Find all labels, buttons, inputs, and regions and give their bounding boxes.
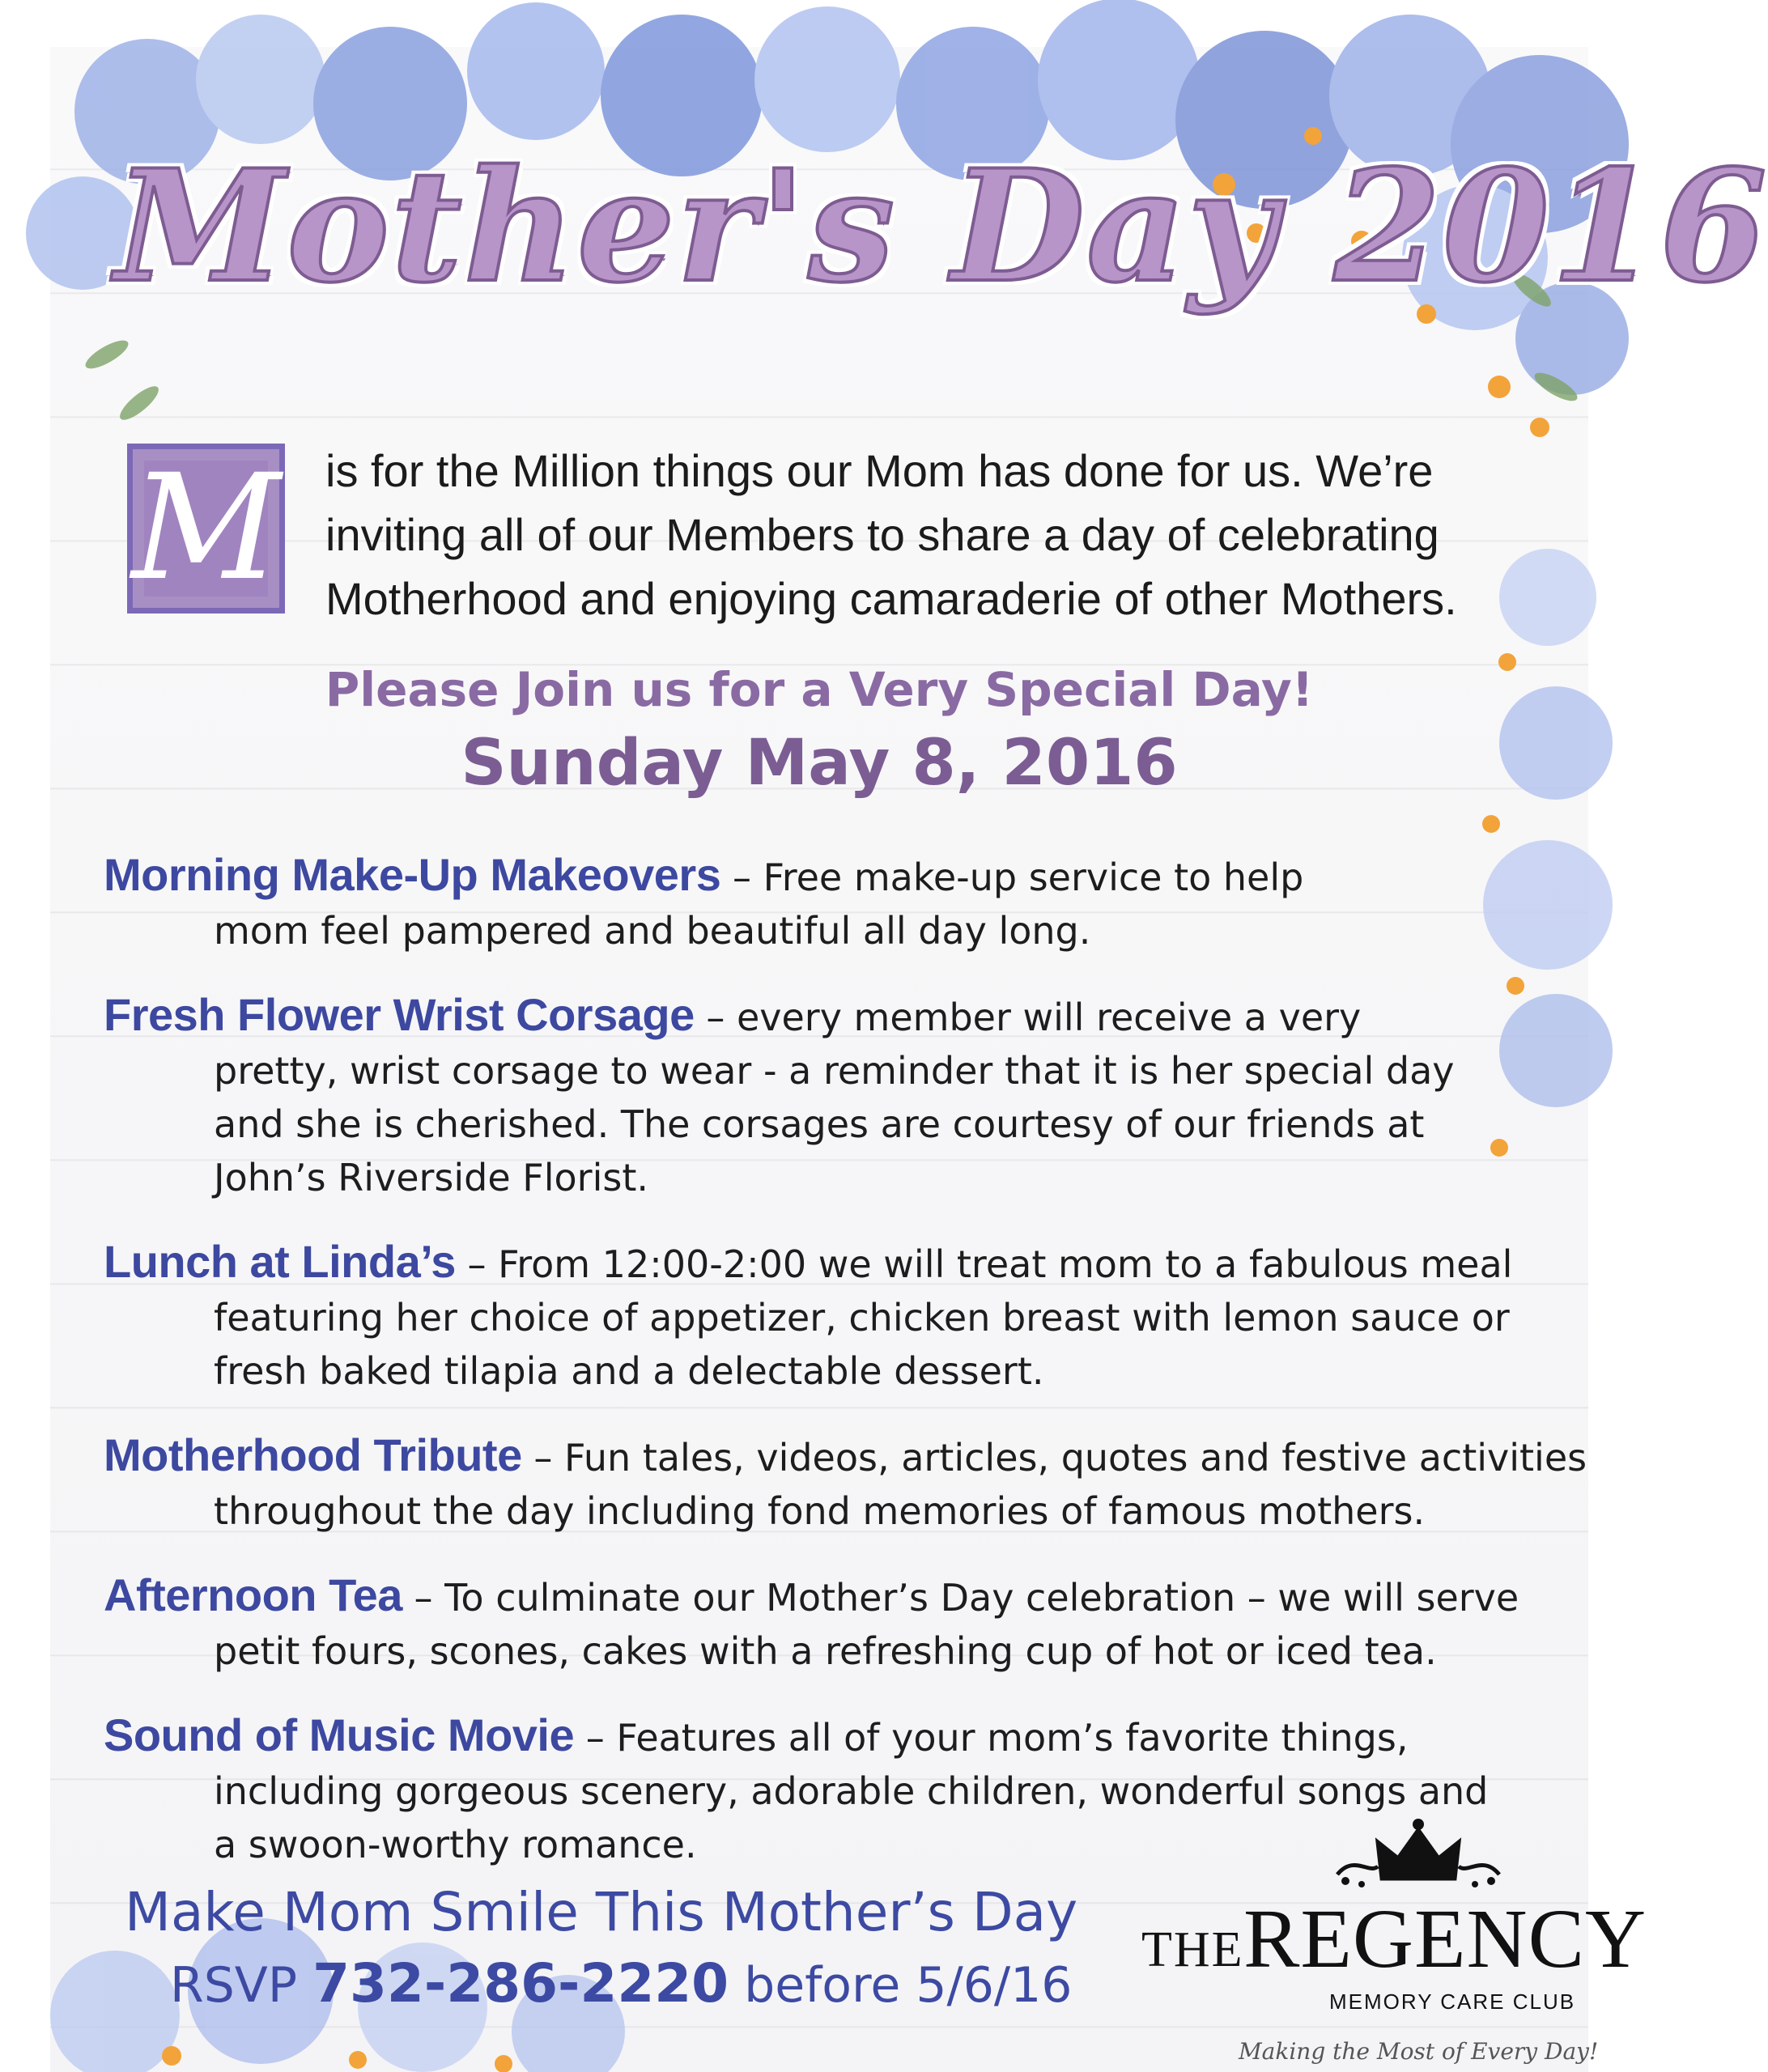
event-description: throughout the day including fond memories of famous mothers.	[214, 1489, 1426, 1533]
event-description: – Free make-up service to help	[720, 856, 1304, 899]
invite-headline: Please Join us for a Very Special Day!	[325, 662, 1314, 717]
event-item	[104, 988, 1561, 1204]
event-item	[104, 1569, 1561, 1678]
event-item	[104, 1429, 1587, 1538]
footer-tagline: Make Mom Smile This Mother’s Day	[125, 1881, 1078, 1943]
intro-paragraph	[325, 439, 1540, 631]
flyer	[50, 47, 1768, 2072]
logo-slogan: Making the Most of Every Day!	[1239, 2038, 1599, 2065]
event-item	[104, 1235, 1561, 1398]
intro-line: inviting all of our Members to share a day of celebrating	[325, 509, 1439, 560]
page-title: Mother's Day 2016	[115, 136, 1768, 316]
event-name: Lunch at Linda’s	[104, 1236, 456, 1287]
event-description: mom feel pampered and beautiful all day long.	[214, 909, 1091, 953]
logo-the: THE	[1141, 1922, 1244, 1977]
event-description: – every member will receive a very	[694, 996, 1362, 1039]
rsvp-label: RSVP	[170, 1957, 313, 2014]
event-description: fresh baked tilapia and a delectable dessert.	[214, 1349, 1044, 1393]
rsvp-deadline: before 5/6/16	[729, 1957, 1073, 2014]
event-date: Sunday May 8, 2016	[461, 727, 1178, 800]
event-description: – From 12:00-2:00 we will treat mom to a fabulous meal	[455, 1242, 1513, 1286]
event-description: – To culminate our Mother’s Day celebration – we will serve	[402, 1576, 1519, 1620]
dropcap-box	[127, 444, 285, 614]
event-description: petit fours, scones, cakes with a refreshing cup of hot or iced tea.	[214, 1629, 1437, 1673]
event-description: – Fun tales, videos, articles, quotes and festive activities	[521, 1436, 1587, 1480]
event-description: featuring her choice of appetizer, chicken breast with lemon sauce or	[214, 1296, 1510, 1340]
event-description: pretty, wrist corsage to wear - a reminder that it is her special day	[214, 1049, 1455, 1093]
logo-subtitle: MEMORY CARE CLUB	[1329, 1989, 1576, 2014]
intro-line: is for the Million things our Mom has done for us. We’re	[325, 445, 1434, 496]
event-description: including gorgeous scenery, adorable children, wonderful songs and	[214, 1769, 1489, 1813]
event-name: Afternoon Tea	[104, 1569, 402, 1620]
intro-line: Motherhood and enjoying camaraderie of other Mothers.	[325, 573, 1457, 624]
crown-icon	[1313, 1810, 1524, 1891]
event-description: a swoon-worthy romance.	[214, 1823, 697, 1866]
event-name: Fresh Flower Wrist Corsage	[104, 989, 695, 1040]
event-name: Sound of Music Movie	[104, 1709, 575, 1760]
event-item	[104, 848, 1561, 957]
event-description: John’s Riverside Florist.	[214, 1156, 648, 1199]
dropcap-letter: M	[131, 444, 281, 613]
events-list	[104, 848, 1587, 1902]
event-name: Morning Make-Up Makeovers	[104, 849, 721, 900]
rsvp-line	[170, 1952, 1072, 2015]
event-description: and she is cherished. The corsages are courtesy of our friends at	[214, 1102, 1425, 1146]
regency-logo	[1127, 1810, 1647, 2069]
event-description: – Features all of your mom’s favorite things,	[574, 1716, 1409, 1760]
logo-name: REGENCY	[1243, 1892, 1647, 1985]
rsvp-phone: 732-286-2220	[312, 1952, 729, 2015]
event-name: Motherhood Tribute	[104, 1429, 522, 1480]
